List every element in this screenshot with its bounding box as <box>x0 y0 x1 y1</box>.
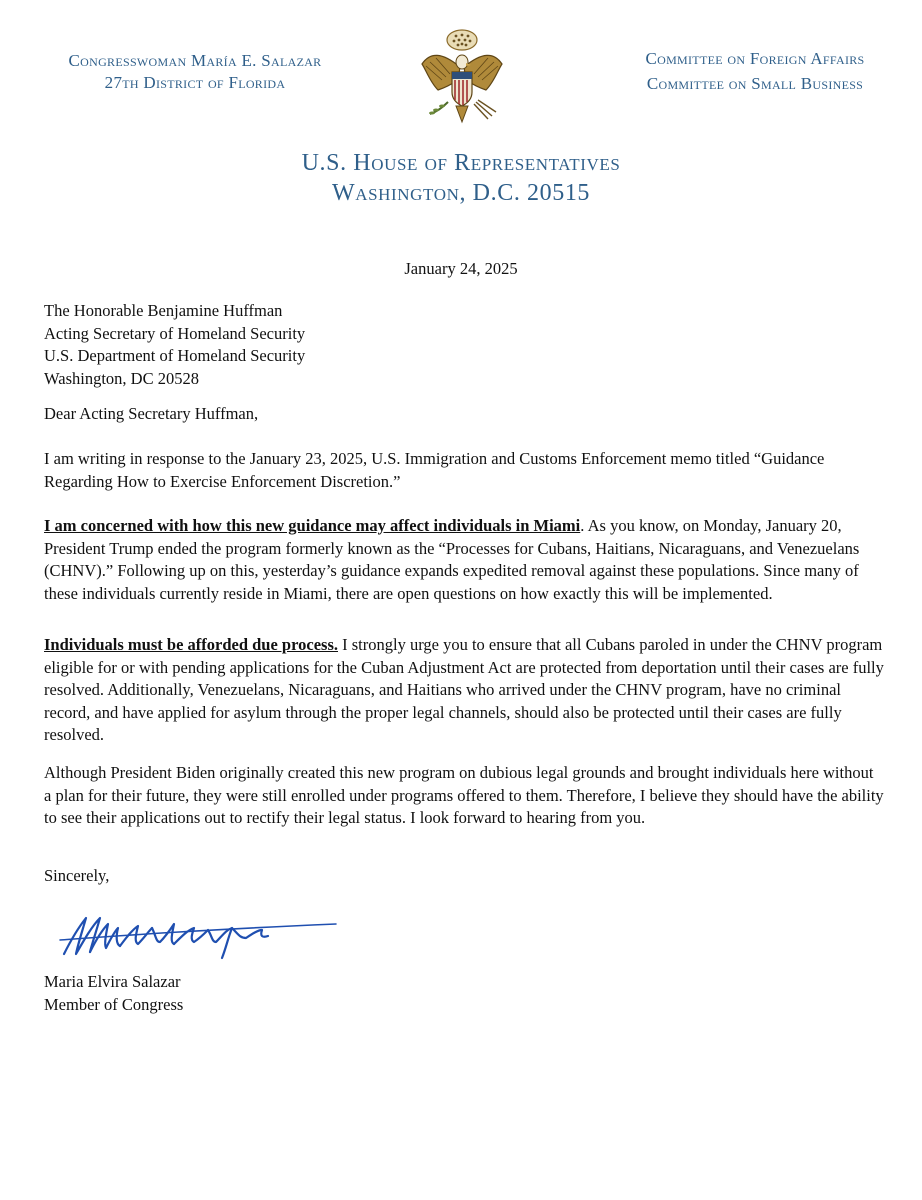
letter-date: January 24, 2025 <box>404 259 518 278</box>
paragraph-2-lead: I am concerned with how this new guidance may affect individuals in Miami <box>44 516 581 535</box>
signer-title: Member of Congress <box>44 994 184 1014</box>
paragraph-3 <box>44 634 884 747</box>
paragraph-2 <box>44 515 884 605</box>
paragraph-1: I am writing in response to the January 23, 2025, U.S. Immigration and Customs Enforcement memo titled “Guidance Regarding How to Exercise Enforcement Discretion.” <box>44 449 825 491</box>
letterhead-right <box>610 46 900 96</box>
paragraph-3-body: I strongly urge you to ensure that all Cubans paroled in under the CHNV program eligible for or with pending applications for the Cuban Adjustment Act are protected from deportation until their cases are fully resolved. Additionally, Venezuelans, Nicaraguans, and Haitians who arrived under the CHNV program, have no criminal record, and have applied for asylum through the proper legal channels, should also be protected until their cases are fully resolved. <box>44 635 884 744</box>
letterhead-left <box>50 50 340 94</box>
house-title-line-1: U.S. House of Representatives <box>301 150 621 176</box>
paragraph-3-lead: Individuals must be afforded due process. <box>44 635 338 654</box>
recipient-line-4: Washington, DC 20528 <box>44 368 199 388</box>
salutation: Dear Acting Secretary Huffman, <box>44 404 259 423</box>
recipient-line-1: The Honorable Benjamine Huffman <box>44 301 283 320</box>
signer-name: Maria Elvira Salazar <box>44 972 181 991</box>
recipient-address <box>44 300 305 390</box>
paragraph-4: Although President Biden originally created this new program on dubious legal grounds and brought individuals here without a plan for their future, they were still enrolled under programs offered to them. Therefore, I believe they should have the ability to see their applications out to rectify their legal status. I look forward to hearing from you. <box>44 763 884 827</box>
committee-foreign-affairs: Committee on Foreign Affairs <box>645 49 865 68</box>
committee-small-business: Committee on Small Business <box>646 74 864 93</box>
paragraph-2-body: . As you know, on Monday, January 20, President Trump ended the program formerly known as the “Processes for Cubans, Haitians, Nicaraguans, and Venezuelans (CHNV).” Following up on this, yesterday’s guidance expands expedited removal against these populations. Since many of these individuals currently reside in Miami, there are open questions on how exactly this will be implemented. <box>44 516 860 603</box>
signer-block <box>44 971 183 1016</box>
congresswoman-name: Congresswoman María E. Salazar <box>68 51 322 70</box>
recipient-line-2: Acting Secretary of Homeland Security <box>44 323 306 343</box>
handwritten-signature <box>56 908 346 968</box>
great-seal-eagle-icon <box>412 22 512 132</box>
house-title <box>0 148 922 208</box>
house-title-line-2: Washington, D.C. 20515 <box>331 180 591 206</box>
closing: Sincerely, <box>44 866 110 885</box>
recipient-line-3: U.S. Department of Homeland Security <box>44 346 306 365</box>
district-name: 27th District of Florida <box>104 73 286 92</box>
